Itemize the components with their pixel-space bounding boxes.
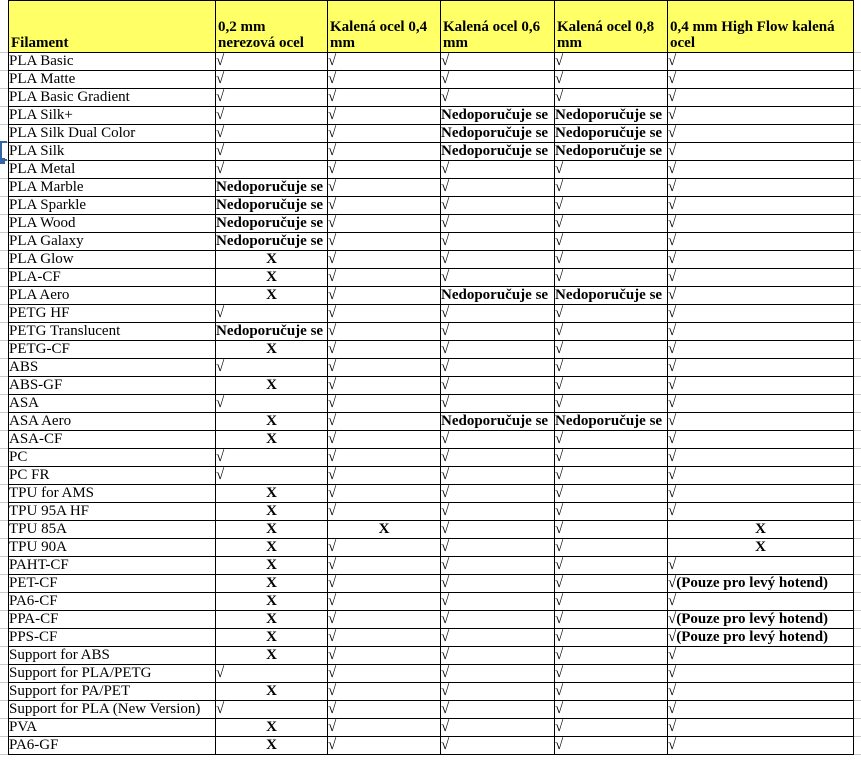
compatibility-cell-check[interactable]: √ xyxy=(328,575,441,593)
compatibility-cell-check[interactable]: √ xyxy=(555,629,668,647)
compatibility-cell-check[interactable]: √ xyxy=(668,665,854,683)
table-row xyxy=(9,179,854,197)
column-header-nozzle-3[interactable]: Kalená ocel 0,8 mm xyxy=(555,1,668,53)
compatibility-cell-not-recommended[interactable]: Nedoporučuje se xyxy=(441,143,555,161)
filament-name-cell[interactable]: TPU 85A xyxy=(9,521,216,539)
filament-name-cell[interactable]: PPS-CF xyxy=(9,629,216,647)
compatibility-cell-check[interactable]: √ xyxy=(668,53,854,71)
compatibility-cell-check[interactable]: √ xyxy=(441,593,555,611)
filament-name-cell[interactable]: PC xyxy=(9,449,216,467)
table-row xyxy=(9,305,854,323)
compatibility-cell-check[interactable]: √ xyxy=(216,71,328,89)
left-hotend-note: (Pouze pro levý hotend) xyxy=(676,575,829,591)
compatibility-cell-check[interactable]: √ xyxy=(668,161,854,179)
compatibility-cell-check[interactable]: √ xyxy=(328,647,441,665)
compatibility-cell-check[interactable]: √ xyxy=(216,467,328,485)
compatibility-cell-check[interactable]: √ xyxy=(668,197,854,215)
compatibility-cell-cross[interactable]: X xyxy=(328,521,441,539)
compatibility-cell-check[interactable]: √ xyxy=(441,647,555,665)
table-row xyxy=(9,701,854,719)
table-row xyxy=(9,197,854,215)
compatibility-cell-check[interactable]: √ xyxy=(216,89,328,107)
filament-name-cell[interactable]: PLA Galaxy xyxy=(9,233,216,251)
compatibility-cell-check[interactable]: √ xyxy=(668,341,854,359)
compatibility-cell-check[interactable]: √ xyxy=(668,737,854,755)
filament-name-cell[interactable]: PAHT-CF xyxy=(9,557,216,575)
compatibility-cell-check[interactable]: √ xyxy=(668,89,854,107)
check-mark: √ xyxy=(668,611,677,627)
compatibility-cell-check[interactable]: √ xyxy=(216,107,328,125)
compatibility-cell-check[interactable]: √ xyxy=(441,251,555,269)
compatibility-cell-check[interactable]: √ xyxy=(328,323,441,341)
table-row xyxy=(9,359,854,377)
table-header-row xyxy=(9,1,854,53)
compatibility-cell-check[interactable]: √ xyxy=(328,665,441,683)
compatibility-cell-check[interactable]: √ xyxy=(328,467,441,485)
compatibility-cell-check[interactable]: √ xyxy=(328,197,441,215)
compatibility-cell-check[interactable]: √ xyxy=(328,305,441,323)
compatibility-cell-check[interactable]: √ xyxy=(555,665,668,683)
selection-fill-handle[interactable] xyxy=(0,158,5,164)
table-row xyxy=(9,161,854,179)
filament-name-cell[interactable]: PLA Wood xyxy=(9,215,216,233)
compatibility-cell-not-recommended[interactable]: Nedoporučuje se xyxy=(555,287,668,305)
compatibility-cell-check[interactable]: √ xyxy=(668,395,854,413)
compatibility-cell-check[interactable]: √ xyxy=(555,575,668,593)
compatibility-cell-check[interactable]: √ xyxy=(328,125,441,143)
compatibility-cell-check[interactable]: √ xyxy=(441,359,555,377)
check-mark: √ xyxy=(668,575,677,591)
table-row xyxy=(9,287,854,305)
table-row xyxy=(9,557,854,575)
compatibility-cell-check[interactable]: √ xyxy=(328,53,441,71)
compatibility-cell-check[interactable]: √ xyxy=(668,215,854,233)
compatibility-cell-check[interactable]: √ xyxy=(668,107,854,125)
compatibility-cell-check[interactable]: √ xyxy=(328,179,441,197)
compatibility-cell-cross[interactable]: X xyxy=(216,629,328,647)
compatibility-cell-check[interactable]: √ xyxy=(441,89,555,107)
compatibility-cell-check[interactable]: √ xyxy=(441,557,555,575)
filament-name-cell[interactable]: PETG-CF xyxy=(9,341,216,359)
table-row xyxy=(9,449,854,467)
table-row xyxy=(9,377,854,395)
compatibility-cell-check[interactable]: √ xyxy=(216,53,328,71)
compatibility-cell-cross[interactable]: X xyxy=(216,431,328,449)
compatibility-cell-not-recommended[interactable]: Nedoporučuje se xyxy=(441,287,555,305)
compatibility-cell-check[interactable]: √ xyxy=(668,485,854,503)
compatibility-cell-cross[interactable]: X xyxy=(216,557,328,575)
filament-name-cell[interactable]: PLA-CF xyxy=(9,269,216,287)
filament-name-cell[interactable]: PLA Basic Gradient xyxy=(9,89,216,107)
compatibility-cell-check[interactable]: √ xyxy=(555,251,668,269)
compatibility-cell-check[interactable]: √ xyxy=(555,647,668,665)
filament-name-cell[interactable]: TPU for AMS xyxy=(9,485,216,503)
table-row xyxy=(9,647,854,665)
table-row xyxy=(9,539,854,557)
compatibility-cell-check[interactable]: √ xyxy=(668,251,854,269)
compatibility-cell-check[interactable]: √ xyxy=(555,431,668,449)
compatibility-cell-check[interactable]: √ xyxy=(668,359,854,377)
compatibility-cell-check[interactable]: √ xyxy=(328,71,441,89)
compatibility-cell-check[interactable]: √ xyxy=(668,593,854,611)
compatibility-cell-check[interactable]: √ xyxy=(216,305,328,323)
compatibility-cell-not-recommended[interactable]: Nedoporučuje se xyxy=(555,413,668,431)
compatibility-cell-check[interactable]: √ xyxy=(441,377,555,395)
table-row xyxy=(9,107,854,125)
compatibility-cell-not-recommended[interactable]: Nedoporučuje se xyxy=(216,179,328,197)
table-row xyxy=(9,323,854,341)
table-row xyxy=(9,125,854,143)
compatibility-cell-cross[interactable]: X xyxy=(216,683,328,701)
compatibility-cell-check[interactable]: √ xyxy=(441,683,555,701)
compatibility-cell-check[interactable]: √ xyxy=(328,701,441,719)
table-row xyxy=(9,215,854,233)
compatibility-cell-check[interactable]: √ xyxy=(555,341,668,359)
compatibility-cell-check[interactable]: √ xyxy=(668,287,854,305)
compatibility-cell-cross[interactable]: X xyxy=(216,647,328,665)
compatibility-cell-check[interactable]: √ xyxy=(328,539,441,557)
compatibility-cell-check[interactable]: √ xyxy=(441,197,555,215)
table-row xyxy=(9,593,854,611)
table-row xyxy=(9,71,854,89)
compatibility-cell-check[interactable]: √ xyxy=(668,701,854,719)
compatibility-cell-check[interactable]: √ xyxy=(328,737,441,755)
table-row xyxy=(9,611,854,629)
compatibility-cell-check[interactable]: √ xyxy=(555,269,668,287)
compatibility-cell-check[interactable]: √ xyxy=(328,215,441,233)
compatibility-cell-check[interactable]: √ xyxy=(328,395,441,413)
filament-name-cell[interactable]: PLA Basic xyxy=(9,53,216,71)
filament-name-cell[interactable]: ASA Aero xyxy=(9,413,216,431)
filament-name-cell[interactable]: PLA Silk+ xyxy=(9,107,216,125)
compatibility-cell-cross[interactable]: X xyxy=(216,737,328,755)
column-header-nozzle-2[interactable]: Kalená ocel 0,6 mm xyxy=(441,1,555,53)
table-row xyxy=(9,485,854,503)
filament-name-cell[interactable]: PLA Aero xyxy=(9,287,216,305)
compatibility-cell-check[interactable]: √ xyxy=(441,449,555,467)
compatibility-cell-check[interactable]: √ xyxy=(441,701,555,719)
compatibility-cell-check[interactable]: √ xyxy=(555,179,668,197)
compatibility-cell-check[interactable]: √ xyxy=(441,575,555,593)
compatibility-cell-check[interactable]: √ xyxy=(668,305,854,323)
filament-name-cell[interactable]: PLA Silk xyxy=(9,143,216,161)
compatibility-cell-check[interactable]: √ xyxy=(668,467,854,485)
compatibility-cell-check[interactable]: √ xyxy=(441,305,555,323)
table-row xyxy=(9,737,854,755)
compatibility-cell-check[interactable]: √ xyxy=(441,539,555,557)
table-row xyxy=(9,143,854,161)
column-header-nozzle-4[interactable]: 0,4 mm High Flow kalená ocel xyxy=(668,1,854,53)
compatibility-cell-check[interactable]: √ xyxy=(216,449,328,467)
compatibility-cell-check[interactable]: √ xyxy=(441,629,555,647)
compatibility-cell-check[interactable]: √ xyxy=(328,287,441,305)
compatibility-cell-check-left-hotend[interactable] xyxy=(668,629,854,647)
compatibility-cell-check[interactable]: √ xyxy=(668,413,854,431)
filament-name-cell[interactable]: ASA-CF xyxy=(9,431,216,449)
filament-name-cell[interactable]: PLA Silk Dual Color xyxy=(9,125,216,143)
compatibility-cell-check[interactable]: √ xyxy=(555,215,668,233)
compatibility-cell-not-recommended[interactable]: Nedoporučuje se xyxy=(216,197,328,215)
table-row xyxy=(9,575,854,593)
compatibility-cell-cross[interactable]: X xyxy=(216,269,328,287)
compatibility-cell-check[interactable]: √ xyxy=(668,269,854,287)
filament-name-cell[interactable]: ABS-GF xyxy=(9,377,216,395)
compatibility-cell-check[interactable]: √ xyxy=(216,701,328,719)
table-row xyxy=(9,431,854,449)
table-row xyxy=(9,53,854,71)
compatibility-cell-check[interactable]: √ xyxy=(328,269,441,287)
compatibility-cell-check[interactable]: √ xyxy=(668,233,854,251)
compatibility-cell-check[interactable]: √ xyxy=(328,143,441,161)
table-row xyxy=(9,395,854,413)
compatibility-cell-check[interactable]: √ xyxy=(216,395,328,413)
compatibility-cell-cross[interactable]: X xyxy=(216,377,328,395)
compatibility-cell-check[interactable]: √ xyxy=(555,593,668,611)
compatibility-cell-check[interactable]: √ xyxy=(441,233,555,251)
compatibility-cell-check[interactable]: √ xyxy=(328,719,441,737)
compatibility-cell-check[interactable]: √ xyxy=(328,503,441,521)
compatibility-cell-check[interactable]: √ xyxy=(441,737,555,755)
filament-nozzle-compatibility-table xyxy=(8,0,854,755)
compatibility-cell-cross[interactable]: X xyxy=(216,539,328,557)
compatibility-cell-check[interactable]: √ xyxy=(441,215,555,233)
compatibility-cell-check[interactable]: √ xyxy=(668,503,854,521)
compatibility-cell-cross[interactable]: X xyxy=(216,593,328,611)
filament-name-cell[interactable]: PPA-CF xyxy=(9,611,216,629)
compatibility-cell-not-recommended[interactable]: Nedoporučuje se xyxy=(555,125,668,143)
compatibility-cell-check[interactable]: √ xyxy=(328,557,441,575)
compatibility-cell-check[interactable]: √ xyxy=(441,467,555,485)
table-header-row xyxy=(9,1,854,53)
compatibility-cell-check[interactable]: √ xyxy=(668,683,854,701)
column-header-nozzle-0[interactable]: 0,2 mm nerezová ocel xyxy=(216,1,328,53)
compatibility-cell-check[interactable]: √ xyxy=(328,629,441,647)
compatibility-cell-check[interactable]: √ xyxy=(668,323,854,341)
filament-name-cell[interactable]: ABS xyxy=(9,359,216,377)
filament-name-cell[interactable]: TPU 95A HF xyxy=(9,503,216,521)
table-row xyxy=(9,341,854,359)
compatibility-cell-check[interactable]: √ xyxy=(441,431,555,449)
compatibility-cell-check[interactable]: √ xyxy=(555,719,668,737)
table-row xyxy=(9,413,854,431)
compatibility-cell-check[interactable]: √ xyxy=(668,125,854,143)
filament-name-cell[interactable]: PLA Marble xyxy=(9,179,216,197)
compatibility-cell-check[interactable]: √ xyxy=(328,413,441,431)
compatibility-cell-check[interactable]: √ xyxy=(555,539,668,557)
compatibility-cell-check[interactable]: √ xyxy=(555,233,668,251)
table-row xyxy=(9,251,854,269)
compatibility-cell-check[interactable]: √ xyxy=(441,341,555,359)
compatibility-cell-check[interactable]: √ xyxy=(441,269,555,287)
compatibility-cell-check[interactable]: √ xyxy=(555,359,668,377)
filament-name-cell[interactable]: PLA Matte xyxy=(9,71,216,89)
compatibility-cell-check[interactable]: √ xyxy=(668,143,854,161)
compatibility-cell-check[interactable]: √ xyxy=(555,305,668,323)
compatibility-cell-check[interactable]: √ xyxy=(441,611,555,629)
compatibility-cell-not-recommended[interactable]: Nedoporučuje se xyxy=(216,323,328,341)
compatibility-cell-check[interactable]: √ xyxy=(555,53,668,71)
compatibility-cell-cross[interactable]: X xyxy=(216,485,328,503)
compatibility-cell-not-recommended[interactable]: Nedoporučuje se xyxy=(555,107,668,125)
compatibility-cell-cross[interactable]: X xyxy=(216,503,328,521)
compatibility-cell-check[interactable]: √ xyxy=(555,449,668,467)
filament-name-cell[interactable]: PVA xyxy=(9,719,216,737)
compatibility-cell-check[interactable]: √ xyxy=(555,737,668,755)
filament-name-cell[interactable]: Support for PLA/PETG xyxy=(9,665,216,683)
table-row xyxy=(9,503,854,521)
compatibility-cell-check[interactable]: √ xyxy=(216,125,328,143)
compatibility-cell-check[interactable]: √ xyxy=(441,323,555,341)
filament-name-cell[interactable]: Support for ABS xyxy=(9,647,216,665)
compatibility-cell-not-recommended[interactable]: Nedoporučuje se xyxy=(216,215,328,233)
table-row xyxy=(9,233,854,251)
compatibility-cell-cross[interactable]: X xyxy=(216,575,328,593)
compatibility-cell-check[interactable]: √ xyxy=(555,71,668,89)
compatibility-cell-check[interactable]: √ xyxy=(441,179,555,197)
compatibility-cell-cross[interactable]: X xyxy=(216,521,328,539)
compatibility-cell-cross[interactable]: X xyxy=(216,287,328,305)
table-row xyxy=(9,521,854,539)
compatibility-cell-check[interactable]: √ xyxy=(668,431,854,449)
compatibility-cell-cross[interactable]: X xyxy=(216,251,328,269)
table-body xyxy=(9,53,854,755)
compatibility-cell-cross[interactable]: X xyxy=(216,341,328,359)
compatibility-cell-check[interactable]: √ xyxy=(555,197,668,215)
compatibility-cell-check[interactable]: √ xyxy=(328,359,441,377)
compatibility-cell-not-recommended[interactable]: Nedoporučuje se xyxy=(216,233,328,251)
compatibility-cell-not-recommended[interactable]: Nedoporučuje se xyxy=(441,413,555,431)
table-row xyxy=(9,683,854,701)
compatibility-cell-check[interactable]: √ xyxy=(441,53,555,71)
filament-name-cell[interactable]: Support for PA/PET xyxy=(9,683,216,701)
column-header-nozzle-1[interactable]: Kalená ocel 0,4 mm xyxy=(328,1,441,53)
compatibility-cell-check[interactable]: √ xyxy=(328,485,441,503)
compatibility-cell-check[interactable]: √ xyxy=(441,665,555,683)
filament-name-cell[interactable]: TPU 90A xyxy=(9,539,216,557)
compatibility-cell-cross[interactable]: X xyxy=(668,539,854,557)
compatibility-cell-check[interactable]: √ xyxy=(441,521,555,539)
compatibility-cell-check[interactable]: √ xyxy=(328,89,441,107)
compatibility-cell-cross[interactable]: X xyxy=(216,611,328,629)
compatibility-cell-check[interactable]: √ xyxy=(328,233,441,251)
compatibility-cell-check[interactable]: √ xyxy=(668,719,854,737)
compatibility-cell-check[interactable]: √ xyxy=(555,485,668,503)
compatibility-cell-check[interactable]: √ xyxy=(555,683,668,701)
table-row xyxy=(9,467,854,485)
filament-name-cell[interactable]: PLA Metal xyxy=(9,161,216,179)
compatibility-cell-check[interactable]: √ xyxy=(555,557,668,575)
filament-name-cell[interactable]: PETG HF xyxy=(9,305,216,323)
compatibility-cell-check[interactable]: √ xyxy=(668,179,854,197)
compatibility-cell-check[interactable]: √ xyxy=(668,449,854,467)
compatibility-cell-check[interactable]: √ xyxy=(441,161,555,179)
sheet-margin-right xyxy=(854,52,861,760)
compatibility-cell-check[interactable]: √ xyxy=(328,377,441,395)
compatibility-cell-check[interactable]: √ xyxy=(328,251,441,269)
table-row xyxy=(9,629,854,647)
table-row xyxy=(9,89,854,107)
compatibility-cell-check[interactable]: √ xyxy=(555,377,668,395)
compatibility-cell-check[interactable]: √ xyxy=(555,467,668,485)
compatibility-cell-check[interactable]: √ xyxy=(668,647,854,665)
filament-name-cell[interactable]: PC FR xyxy=(9,467,216,485)
compatibility-cell-check[interactable]: √ xyxy=(555,611,668,629)
compatibility-cell-check[interactable]: √ xyxy=(328,431,441,449)
compatibility-cell-cross[interactable]: X xyxy=(668,521,854,539)
left-hotend-note: (Pouze pro levý hotend) xyxy=(676,629,829,645)
compatibility-cell-check[interactable]: √ xyxy=(555,323,668,341)
compatibility-cell-check[interactable]: √ xyxy=(441,71,555,89)
compatibility-cell-check[interactable]: √ xyxy=(328,161,441,179)
compatibility-cell-check[interactable]: √ xyxy=(555,503,668,521)
compatibility-cell-check[interactable]: √ xyxy=(668,557,854,575)
compatibility-cell-check[interactable]: √ xyxy=(216,161,328,179)
filament-name-cell[interactable]: PETG Translucent xyxy=(9,323,216,341)
compatibility-cell-check[interactable]: √ xyxy=(328,449,441,467)
compatibility-cell-check[interactable]: √ xyxy=(668,377,854,395)
compatibility-cell-check[interactable]: √ xyxy=(441,485,555,503)
compatibility-cell-not-recommended[interactable]: Nedoporučuje se xyxy=(441,107,555,125)
compatibility-cell-check[interactable]: √ xyxy=(328,341,441,359)
table-row xyxy=(9,719,854,737)
compatibility-cell-check[interactable]: √ xyxy=(216,665,328,683)
compatibility-cell-check[interactable]: √ xyxy=(555,521,668,539)
left-hotend-note: (Pouze pro levý hotend) xyxy=(676,611,829,627)
compatibility-cell-check[interactable]: √ xyxy=(216,359,328,377)
compatibility-cell-check[interactable]: √ xyxy=(216,143,328,161)
compatibility-cell-check-left-hotend[interactable] xyxy=(668,611,854,629)
compatibility-cell-check[interactable]: √ xyxy=(555,161,668,179)
filament-name-cell[interactable]: PET-CF xyxy=(9,575,216,593)
compatibility-cell-not-recommended[interactable]: Nedoporučuje se xyxy=(555,143,668,161)
check-mark: √ xyxy=(668,629,677,645)
compatibility-cell-check[interactable]: √ xyxy=(328,107,441,125)
compatibility-cell-check[interactable]: √ xyxy=(555,89,668,107)
compatibility-cell-check[interactable]: √ xyxy=(441,395,555,413)
column-header-filament[interactable]: Filament xyxy=(9,1,216,53)
compatibility-cell-check[interactable]: √ xyxy=(328,593,441,611)
compatibility-cell-check[interactable]: √ xyxy=(441,503,555,521)
compatibility-cell-check[interactable]: √ xyxy=(668,71,854,89)
compatibility-cell-cross[interactable]: X xyxy=(216,413,328,431)
compatibility-cell-check-left-hotend[interactable] xyxy=(668,575,854,593)
filament-name-cell[interactable]: Support for PLA (New Version) xyxy=(9,701,216,719)
compatibility-cell-check[interactable]: √ xyxy=(555,701,668,719)
filament-name-cell[interactable]: PLA Glow xyxy=(9,251,216,269)
compatibility-cell-check[interactable]: √ xyxy=(441,719,555,737)
filament-name-cell[interactable]: PA6-GF xyxy=(9,737,216,755)
filament-name-cell[interactable]: ASA xyxy=(9,395,216,413)
compatibility-cell-cross[interactable]: X xyxy=(216,719,328,737)
compatibility-cell-check[interactable]: √ xyxy=(328,611,441,629)
compatibility-cell-check[interactable]: √ xyxy=(328,683,441,701)
table-row xyxy=(9,665,854,683)
filament-name-cell[interactable]: PA6-CF xyxy=(9,593,216,611)
filament-name-cell[interactable]: PLA Sparkle xyxy=(9,197,216,215)
compatibility-cell-check[interactable]: √ xyxy=(555,395,668,413)
table-row xyxy=(9,269,854,287)
compatibility-cell-not-recommended[interactable]: Nedoporučuje se xyxy=(441,125,555,143)
